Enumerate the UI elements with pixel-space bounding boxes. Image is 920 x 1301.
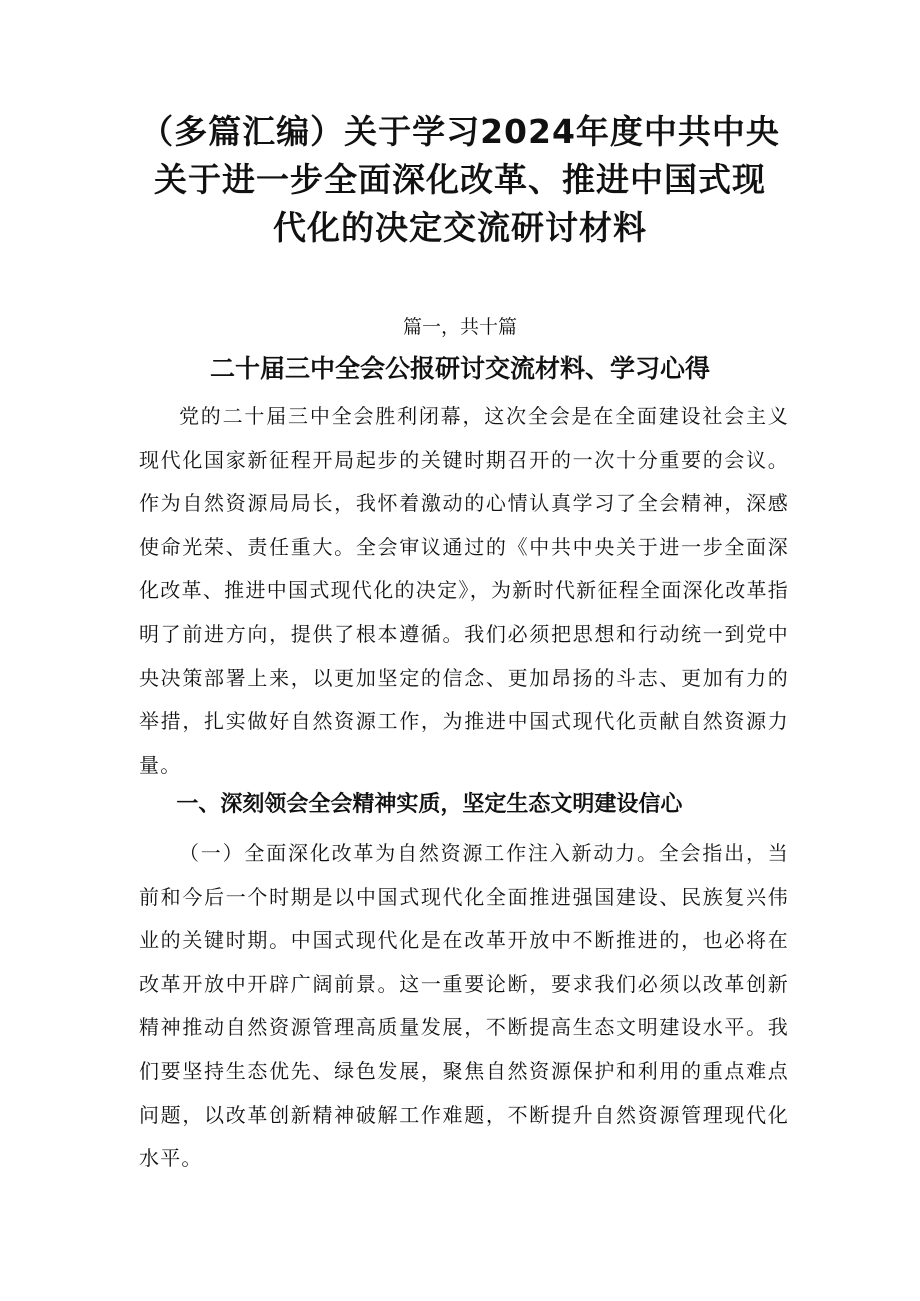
title-line-1: （多篇汇编）关于学习2024年度中共中央 bbox=[140, 112, 780, 151]
body-paragraph-1: 党的二十届三中全会胜利闭幕，这次全会是在全面建设社会主义现代化国家新征程开局起步的关键时期召开的一次十分重要的会议。作为自然资源局局长，我怀着激动的心情认真学习了全会精神，深感使命光荣、责任重大。全会审议通过的《中共中央关于进一步全面深化改革、推进中国式现代化的决定》，为新时代新征程全面深化改革指明了前进方向，提供了根本遵循。我们必须把思想和行动统一到党中央决策部署上来，以更加坚定的信念、更加昂扬的斗志、更加有力的举措，扎实做好自然资源工作，为推进中国式现代化贡献自然资源力量。 bbox=[139, 404, 789, 777]
article-number: 篇一，共十篇 bbox=[402, 316, 517, 338]
document-title bbox=[110, 108, 810, 252]
title-line-3: 代化的决定交流研讨材料 bbox=[273, 208, 647, 247]
section-heading-1: 一、深刻领会全会精神实质，坚定生态文明建设信心 bbox=[176, 792, 683, 817]
title-line-2: 关于进一步全面深化改革、推进中国式现 bbox=[154, 160, 766, 199]
body-paragraph-2: （一）全面深化改革为自然资源工作注入新动力。全会指出，当前和今后一个时期是以中国式现代化全面推进强国建设、民族复兴伟业的关键时期。中国式现代化是在改革开放中不断推进的，也必将在改革开放中开辟广阔前景。这一重要论断，要求我们必须以改革创新精神推动自然资源管理高质量发展，不断提高生态文明建设水平。我们要坚持生态优先、绿色发展，聚焦自然资源保护和利用的重点难点问题，以改革创新精神破解工作难题，不断提升自然资源管理现代化水平。 bbox=[139, 841, 789, 1171]
article-title: 二十届三中全会公报研讨交流材料、学习心得 bbox=[209, 354, 710, 383]
